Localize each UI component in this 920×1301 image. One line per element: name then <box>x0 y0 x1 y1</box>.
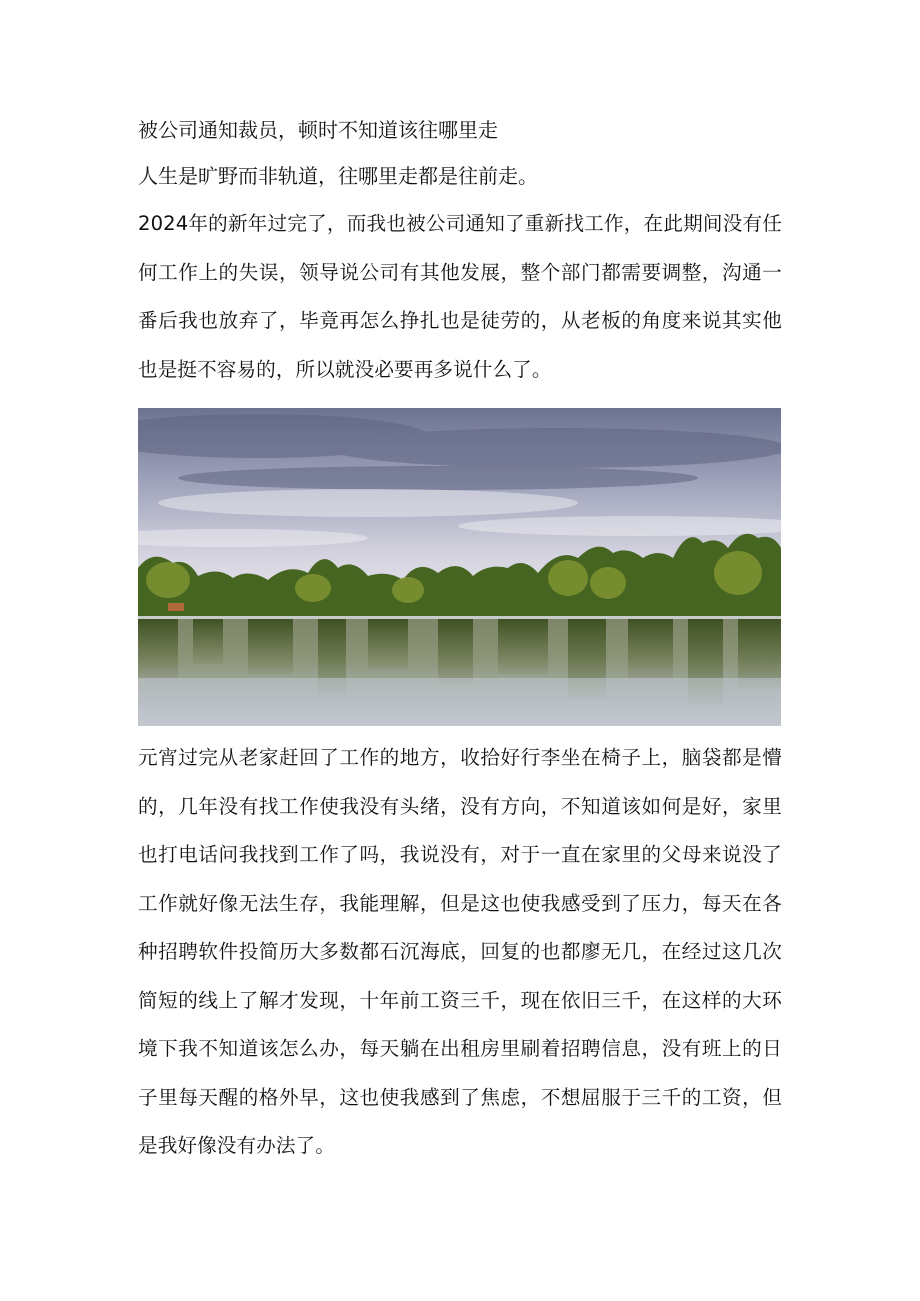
lake-landscape-illustration <box>138 408 781 726</box>
boathouse <box>168 603 184 611</box>
article-heading: 被公司通知裁员，顿时不知道该往哪里走 <box>138 118 498 142</box>
paragraph-main: 元宵过完从老家赶回了工作的地方，收拾好行李坐在椅子上，脑袋都是懵的，几年没有找工作使我没有头绪，没有方向，不知道该如何是好，家里也打电话问我找到工作了吗，我说没有，对于一直在家里的父母来说没了工作就好像无法生存，我能理解，但是这也使我感受到了压力，每天在各种招聘软件投简历大多数都石沉海底，回复的也都廖无几，在经过这几次简短的线上了解才发现，十年前工资三千，现在依旧三千，在这样的大环境下我不知道该怎么办，每天躺在出租房里刷着招聘信息，没有班上的日子里每天醒的格外早，这也使我感到了焦虑，不想屈服于三千的工资，但是我好像没有办法了。 <box>138 746 782 1157</box>
document-page <box>138 112 782 1171</box>
lake-landscape-photo <box>138 408 781 726</box>
article-subheading: 人生是旷野而非轨道，往哪里走都是往前走。 <box>138 164 538 188</box>
paragraph-intro: 2024年的新年过完了，而我也被公司通知了重新找工作，在此期间没有任何工作上的失误，领导说公司有其他发展，整个部门都需要调整，沟通一番后我也放弃了，毕竟再怎么挣扎也是徒劳的，从老板的角度来说其实他也是挺不容易的，所以就没必要再多说什么了。 <box>138 212 782 381</box>
